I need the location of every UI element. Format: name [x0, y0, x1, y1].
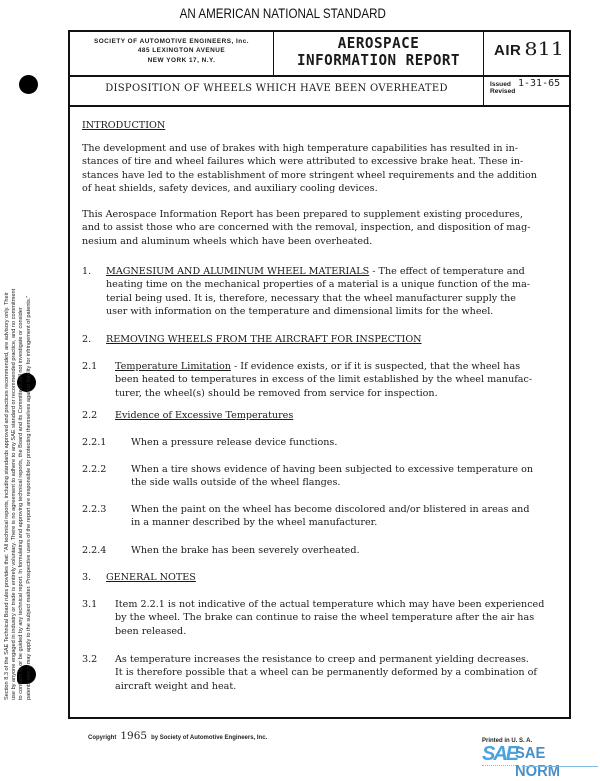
logo-underline: [482, 765, 600, 768]
intro-paragraph-1: The development and use of brakes with high temperature capabilities has resulted in in- stances of tire and wheel failures which were attributed to excessive brake heat. These in- stances have led to the establishment of more stringent wheel requirements and the addition of heat shields, safety devices, and auxiliary cooling devices.: [82, 143, 537, 194]
issued-label: Issued: [490, 81, 511, 88]
issue-info: [484, 75, 569, 105]
document-number: [484, 32, 569, 75]
copyright-notice: Copyright 1965 by Society of Automotive Engineers, Inc.: [88, 730, 268, 742]
sae-logo-mark: SAE: [482, 743, 518, 765]
doc-number: 811: [524, 39, 565, 60]
sae-norm-text: SAE NORM: [515, 745, 560, 780]
section-2-heading: REMOVING WHEELS FROM THE AIRCRAFT FOR INSPECTION: [106, 334, 422, 345]
report-type-title: AEROSPACE INFORMATION REPORT: [274, 32, 484, 75]
legal-margin-note: Section 8.3 of the SAE Technical Board rules provides that: "All technical reports, including standards approved and practices recommended, are advisory only. Their use by anyone engaged in industry or trade is entirely voluntary. There is no agreement to adhere to any SAE standard or recommended practice, and no commitment to conform to or be guided by any technical report. In formulating and approving technical reports, the Board and its Committees will not investigate or consider patents which may apply to the subject matter. Prospective users of the report are responsible for protecting themselves against liability for infringement of patents.": [4, 288, 32, 700]
printed-notice: Printed in U. S. A.: [482, 738, 533, 744]
sae-norm-logo: [482, 743, 600, 780]
header-row-top: [70, 32, 569, 77]
standard-banner: AN AMERICAN NATIONAL STANDARD: [179, 6, 386, 21]
issued-date: 1-31-65: [518, 78, 561, 89]
document-frame: SOCIETY OF AUTOMOTIVE ENGINEERS, Inc. 485 LEXINGTON AVENUE NEW YORK 17, N.Y. AEROSPACE INFORMATION REPORT AIR 811 DISPOSITION OF WHEELS WHICH HAVE BEEN OVERHEATED Issued 1-31-65 Revised INTRODUCTION The development and use of brakes with high temperature capabilities has resulted in in- stances of tire and wheel failures which were attributed to excessive brake heat. These in- stances have led to the establishment of more stringent wheel requirements and the addition of heat shields, safety devices, and auxiliary cooling devices. This Aerospace Information Report has been prepared to supplement existing procedures, and to assist those who are concerned with the removal, inspection, and disposition of mag- nesium and aluminum wheels which have been overheated. 1. MAGNESIUM AND ALUMINUM WHEEL MATERIALS - The effect of temperature and heating time on the mechanical properties of a material is a unique function of the ma- terial being used. It is, therefore, necessary that the wheel manufacturer supply the user with information on the temperature and dimensional limits for the wheel. 2. REMOVING WHEELS FROM THE AIRCRAFT FOR INSPECTION 2.1 Temperature Limitation - If evidence exists, or if it is suspected, that the wheel has been heated to temperatures in excess of the limit established by the wheel manufac- turer, the wheel(s) should be removed from service for inspection. 2.2 Evidence of Excessive Temperatures 2.2.1 When a pressure release device functions. 2.2.2 When a tire shows evidence of having been subjected to excessive temperature on the side walls outside of the wheel flanges. 2.2.3 When the paint on the wheel has become discolored and/or blistered in areas and in a manner described by the wheel manufacturer. 2.2.4 When the brake has been severely overheated. 3. GENERAL NOTES 3.1 Item 2.2.1 is not indicative of the actual temperature which may have been experienced by the wheel. The brake can continue to raise the wheel temperature after the air has been released. 3.2 As temperature increases the resistance to creep and permanent yielding decreases. It is therefore possible that a wheel can be permanently deformed by a combination of aircraft weight and heat.: [68, 30, 571, 719]
revised-label: Revised: [490, 88, 516, 95]
doc-prefix: AIR: [494, 42, 522, 59]
intro-paragraph-2: This Aerospace Information Report has been prepared to supplement existing procedures, and to assist those who are concerned with the removal, inspection, and disposition of mag- nesium and aluminum wheels which have been overheated.: [82, 209, 531, 247]
section-3-heading: GENERAL NOTES: [106, 572, 196, 583]
document-subject: DISPOSITION OF WHEELS WHICH HAVE BEEN OVERHEATED: [70, 75, 484, 105]
section-1-heading: MAGNESIUM AND ALUMINUM WHEEL MATERIALS: [106, 266, 370, 277]
header-row-subject: [70, 75, 569, 107]
intro-heading: INTRODUCTION: [82, 120, 166, 131]
punch-hole-top: [19, 75, 38, 94]
society-address: SOCIETY OF AUTOMOTIVE ENGINEERS, Inc. 485 LEXINGTON AVENUE NEW YORK 17, N.Y.: [70, 32, 274, 75]
